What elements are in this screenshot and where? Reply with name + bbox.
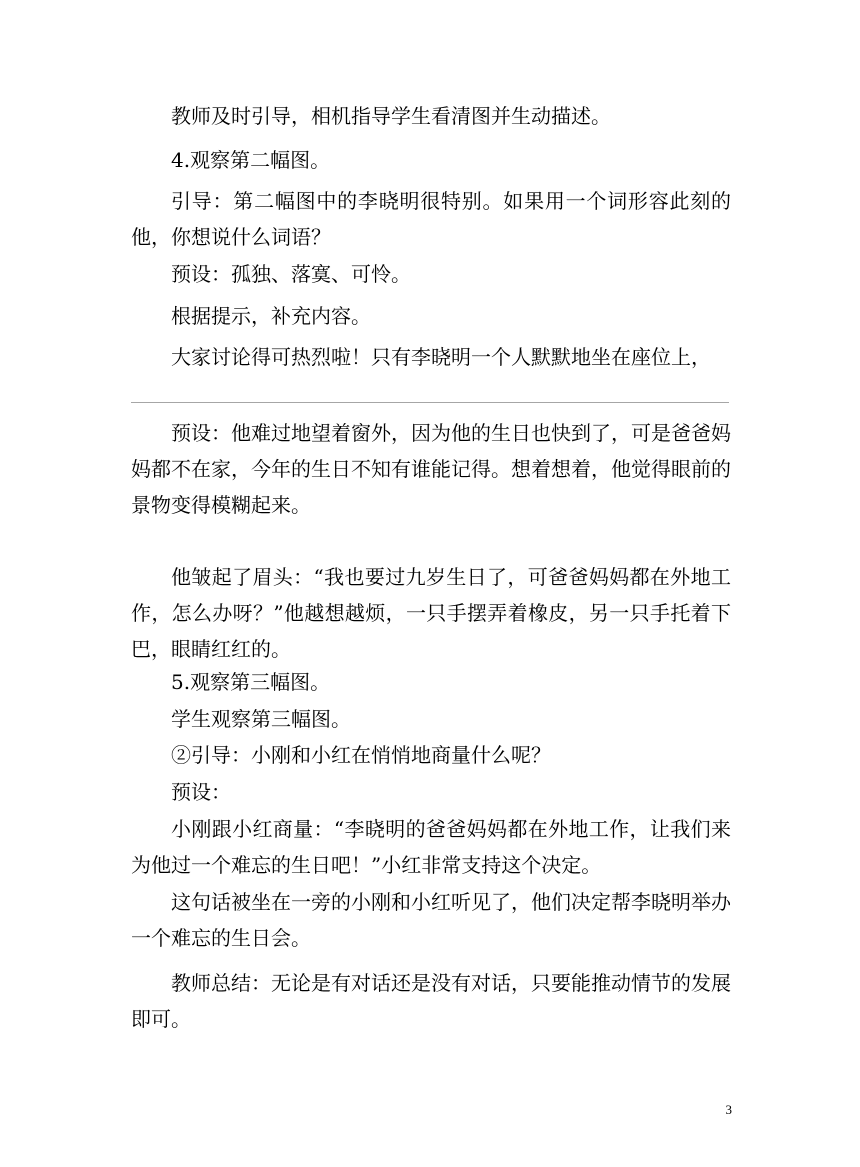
paragraph-preset-label: 预设：: [171, 780, 231, 804]
paragraph-observe-picture-three: 5.观察第三幅图。: [171, 670, 331, 694]
section-divider: [131, 402, 729, 403]
page-number: 3: [725, 1102, 732, 1117]
paragraph-teacher-summary: 教师总结：无论是有对话还是没有对话，只要能推动情节的发展即可。: [131, 971, 731, 1031]
paragraph-guide-picture-three: ②引导：小刚和小红在悄悄地商量什么呢？: [171, 743, 551, 767]
paragraph-preset-window: 预设：他难过地望着窗外，因为他的生日也快到了，可是爸爸妈妈都不在家，今年的生日不知有谁能记得。想着想着，他觉得眼前的景物变得模糊起来。: [131, 421, 731, 517]
paragraph-teacher-guidance: 教师及时引导，相机指导学生看清图并生动描述。: [171, 104, 611, 128]
paragraph-add-content: 根据提示，补充内容。: [171, 304, 371, 328]
paragraph-preset-words: 预设：孤独、落寞、可怜。: [171, 262, 411, 286]
paragraph-guide-picture-two: 引导：第二幅图中的李晓明很特别。如果用一个词形容此刻的他，你想说什么词语？: [131, 189, 731, 249]
paragraph-overheard: 这句话被坐在一旁的小刚和小红听见了，他们决定帮李晓明举办一个难忘的生日会。: [131, 890, 731, 950]
paragraph-students-observe: 学生观察第三幅图。: [171, 707, 351, 731]
paragraph-discussion: 大家讨论得可热烈啦！只有李晓明一个人默默地坐在座位上，: [171, 345, 711, 369]
paragraph-observe-picture-two: 4.观察第二幅图。: [171, 148, 331, 172]
paragraph-frown: 他皱起了眉头：“我也要过九岁生日了，可爸爸妈妈都在外地工作，怎么办呀？”他越想越烦，一只手摆弄着橡皮，另一只手托着下巴，眼睛红红的。: [131, 565, 731, 661]
paragraph-xiaogang-discuss: 小刚跟小红商量：“李晓明的爸爸妈妈都在外地工作，让我们来为他过一个难忘的生日吧！”小红非常支持这个决定。: [131, 817, 731, 877]
